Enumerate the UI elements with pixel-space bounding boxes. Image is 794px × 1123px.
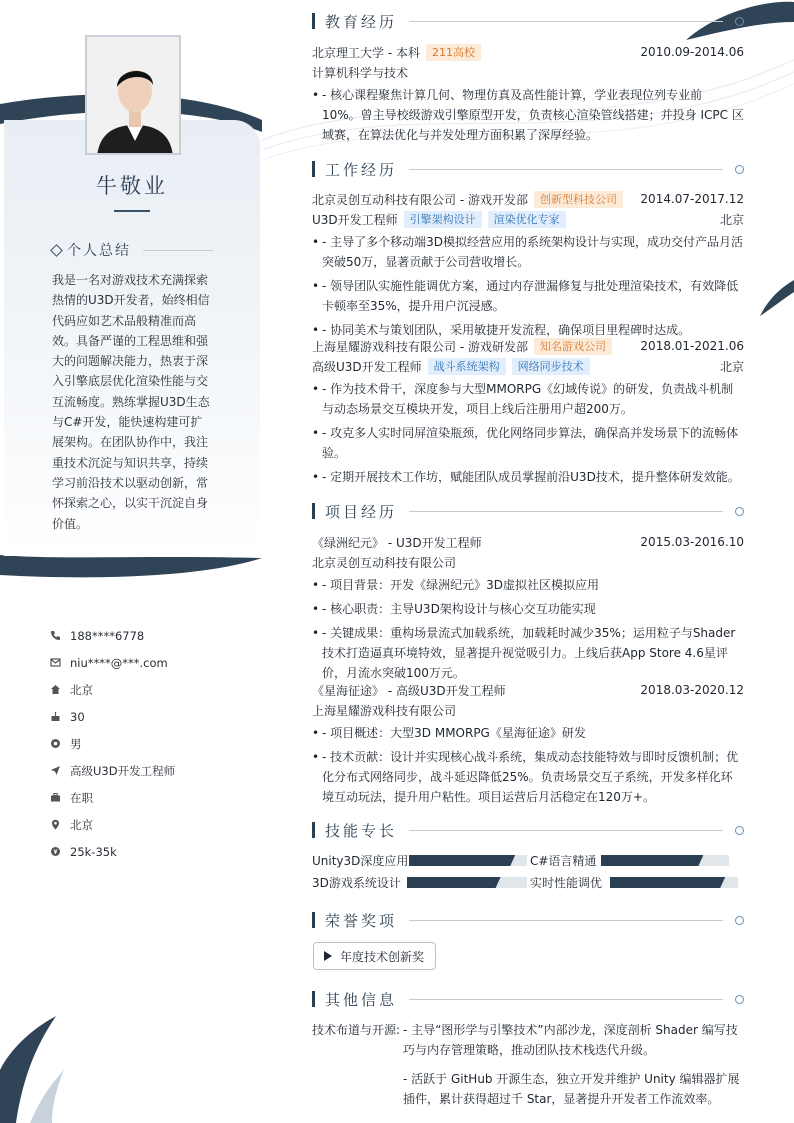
section-skills-header <box>312 819 744 841</box>
send-icon <box>50 765 61 776</box>
work-role-tag: 网络同步技术 <box>512 358 590 375</box>
salary-icon <box>50 846 61 857</box>
skill-name: 实时性能调优 <box>530 876 603 890</box>
section-line <box>409 999 723 1000</box>
info-salary <box>50 838 250 865</box>
project-company: 上海星耀游戏科技有限公司 <box>312 703 457 718</box>
section-bar <box>312 822 315 838</box>
work-bullet: • - 攻克多人实时同屏渲染瓶颈，优化网络同步算法，确保高并发场景下的流畅体验。 <box>312 426 739 460</box>
work-role-tag: 战斗系统架构 <box>428 358 506 375</box>
info-home <box>50 676 250 703</box>
education-bullet: • - 核心课程聚焦计算几何、物理仿真及高性能计算，学业表现位列专业前 10%。曾主导校级游戏引擎原型开发，负责核心渲染管线搭建；并投身 ICPC 区域赛，在算法优化与并发处理方面积累了深厚经验。 <box>312 88 744 142</box>
info-age <box>50 703 250 730</box>
section-education-title: 教育经历 <box>325 12 398 31</box>
section-line <box>409 169 723 170</box>
project-company-row <box>312 700 744 720</box>
info-location <box>50 811 250 838</box>
pin-icon <box>735 826 744 835</box>
section-other-header <box>312 988 744 1010</box>
skill-item <box>530 852 596 869</box>
other-label: 技术布道与开源: <box>312 1023 401 1037</box>
section-line <box>409 21 723 22</box>
section-bar <box>312 13 315 29</box>
education-school: 北京理工大学 - 本科 <box>312 45 420 60</box>
home-icon <box>50 684 61 695</box>
info-status-text: 在职 <box>70 790 93 805</box>
name-underline <box>114 210 150 212</box>
phone-icon <box>50 630 61 641</box>
work-company-row <box>312 189 744 209</box>
project-bullet: • - 项目背景：开发《绿洲纪元》3D虚拟社区模拟应用 <box>312 578 600 592</box>
section-other-title: 其他信息 <box>325 990 398 1009</box>
work-bullet: • - 协同美术与策划团队，采用敏捷开发流程，确保项目里程碑时达成。 <box>312 323 691 337</box>
honor-badge <box>313 942 436 970</box>
profile-photo <box>85 35 181 155</box>
work-company-tag: 知名游戏公司 <box>534 338 612 355</box>
skill-item <box>530 874 602 891</box>
cake-icon <box>50 711 61 722</box>
work-bullet: • - 领导团队实施性能调优方案，通过内存泄漏修复与批处理渲染技术，有效降低卡顿率至35%，提升用户沉浸感。 <box>312 279 739 313</box>
project-name: 《绿洲纪元》 - U3D开发工程师 <box>312 535 482 550</box>
work-bullet: • - 定期开展技术工作坊，赋能团队成员掌握前沿U3D技术，提升整体研发效能。 <box>312 470 740 484</box>
profile-name: 牛敬业 <box>96 174 168 198</box>
gender-icon <box>50 738 61 749</box>
section-bar <box>312 991 315 1007</box>
work-title-row <box>312 356 744 376</box>
skill-bar-fill <box>407 877 501 888</box>
skill-bar <box>610 877 738 888</box>
work-title-row <box>312 209 744 229</box>
project-name-row <box>312 532 744 552</box>
work-company: 上海星耀游戏科技有限公司 - 游戏研发部 <box>312 339 528 354</box>
project-item-1 <box>312 532 744 683</box>
honor-text: 年度技术创新奖 <box>340 949 425 964</box>
skill-bar <box>407 877 527 888</box>
work-date: 2014.07-2017.12 <box>640 192 744 206</box>
info-email <box>50 649 250 676</box>
play-icon <box>324 951 332 961</box>
section-skills-title: 技能专长 <box>325 821 398 840</box>
info-phone-text: 188****6778 <box>70 628 145 643</box>
education-block <box>312 42 744 145</box>
section-line <box>409 920 723 921</box>
education-tag: 211高校 <box>426 44 481 61</box>
work-company-tag: 创新型科技公司 <box>534 191 623 208</box>
section-honors-header <box>312 909 744 931</box>
project-name-row <box>312 680 744 700</box>
info-salary-text: 25k-35k <box>70 844 117 859</box>
education-date: 2010.09-2014.06 <box>640 45 744 59</box>
info-email-text: niu****@***.com <box>70 655 168 670</box>
work-city: 北京 <box>719 212 744 227</box>
work-bullet: • - 作为技术骨干，深度参与大型MMORPG《幻域传说》的研发，负责战斗机制与动态场景交互模块开发，项目上线后注册用户超200万。 <box>312 382 734 416</box>
info-home-text: 北京 <box>70 682 93 697</box>
mail-icon <box>50 657 61 668</box>
section-bar <box>312 912 315 928</box>
work-item-2 <box>312 336 744 487</box>
section-bar <box>312 503 315 519</box>
info-gender <box>50 730 250 757</box>
diamond-icon <box>50 244 63 257</box>
project-date: 2015.03-2016.10 <box>640 535 744 549</box>
skill-bar-fill <box>601 855 703 866</box>
info-status <box>50 784 250 811</box>
skill-name: C#语言精通 <box>530 854 597 868</box>
section-project-header <box>312 500 744 522</box>
info-age-text: 30 <box>70 709 85 724</box>
skill-bar-fill <box>409 855 515 866</box>
contact-info <box>50 622 250 865</box>
info-location-text: 北京 <box>70 817 93 832</box>
section-line <box>409 511 723 512</box>
summary-text: 我是一名对游戏技术充满探索热情的U3D开发者，始终相信代码应如艺术品般精准而高效。具备严谨的工程思维和强大的问题解决能力，热衷于深入引擎底层优化渲染性能与交互流畅度。熟练掌握U3D生态与C#开发，能快速构建可扩展架构。在团队协作中，我注重技术沉淀与知识共享，持续学习前沿技术以驱动创新，常怀探索之心，以实干沉淀自身价值。 <box>52 273 210 531</box>
project-date: 2018.03-2020.12 <box>640 683 744 697</box>
info-phone <box>50 622 250 649</box>
info-position-text: 高级U3D开发工程师 <box>70 763 176 778</box>
pin-icon <box>735 165 744 174</box>
pin-icon <box>735 17 744 26</box>
summary-header-line <box>143 250 213 251</box>
pin-icon <box>735 507 744 516</box>
work-title: U3D开发工程师 <box>312 212 398 227</box>
section-bar <box>312 161 315 177</box>
project-company-row <box>312 552 744 572</box>
work-title: 高级U3D开发工程师 <box>312 359 422 374</box>
work-item-1 <box>312 189 744 340</box>
section-line <box>409 830 723 831</box>
skill-bar <box>409 855 527 866</box>
education-major-row <box>312 62 744 82</box>
skill-item <box>312 852 408 869</box>
skill-bar <box>601 855 729 866</box>
work-company-row <box>312 336 744 356</box>
skill-name: 3D游戏系统设计 <box>312 876 401 890</box>
section-honors-title: 荣誉奖项 <box>325 911 398 930</box>
other-item: - 活跃于 GitHub 开源生态，独立开发并维护 Unity 编辑器扩展插件，累计获得超过千 Star，显著提升开发者工作流效率。 <box>403 1072 740 1106</box>
project-bullet: • - 关键成果：重构场景流式加载系统，加载耗时减少35%；运用粒子与Shader技术打造逼真环境特效，显著提升视觉吸引力。上线后获App Store 4.6星评价，月流水突破100万元。 <box>312 626 736 680</box>
pin-icon <box>735 995 744 1004</box>
section-education-header <box>312 10 744 32</box>
summary-header <box>52 240 213 260</box>
section-project-title: 项目经历 <box>325 502 398 521</box>
work-city: 北京 <box>719 359 744 374</box>
work-date: 2018.01-2021.06 <box>640 339 744 353</box>
project-name: 《星海征途》 - 高级U3D开发工程师 <box>312 683 506 698</box>
work-role-tag: 引擎架构设计 <box>404 211 482 228</box>
work-company: 北京灵创互动科技有限公司 - 游戏开发部 <box>312 192 528 207</box>
skill-item <box>312 874 401 891</box>
education-row <box>312 42 744 62</box>
skill-bar-fill <box>610 877 725 888</box>
project-bullet: • - 项目概述：大型3D MMORPG《星海征途》研发 <box>312 726 586 740</box>
section-work-header <box>312 158 744 180</box>
skill-name: Unity3D深度应用 <box>312 854 409 868</box>
work-role-tag: 渲染优化专家 <box>488 211 566 228</box>
project-item-2 <box>312 680 744 807</box>
pin-icon <box>735 916 744 925</box>
section-work-title: 工作经历 <box>325 160 398 179</box>
info-position <box>50 757 250 784</box>
education-major: 计算机科学与技术 <box>312 65 409 80</box>
location-icon <box>50 819 61 830</box>
info-gender-text: 男 <box>70 736 82 751</box>
other-item: - 主导“图形学与引擎技术”内部沙龙，深度剖析 Shader 编写技巧与内存管理策略，推动团队技术栈迭代升级。 <box>403 1023 738 1057</box>
briefcase-icon <box>50 792 61 803</box>
project-bullet: • - 核心职责：主导U3D架构设计与核心交互功能实现 <box>312 602 596 616</box>
project-company: 北京灵创互动科技有限公司 <box>312 555 457 570</box>
project-bullet: • - 技术贡献：设计并实现核心战斗系统，集成动态技能特效与即时反馈机制；优化分布式网络同步，战斗延迟降低25%。负责场景交互子系统，开发多样化环境互动玩法，提升用户粘性。项目运营后月活稳定在120万+。 <box>312 750 739 804</box>
work-bullet: • - 主导了多个移动端3D模拟经营应用的系统架构设计与实现，成功交付产品月活突破50万，显著贡献于公司营收增长。 <box>312 235 744 269</box>
summary-title: 个人总结 <box>67 243 131 259</box>
